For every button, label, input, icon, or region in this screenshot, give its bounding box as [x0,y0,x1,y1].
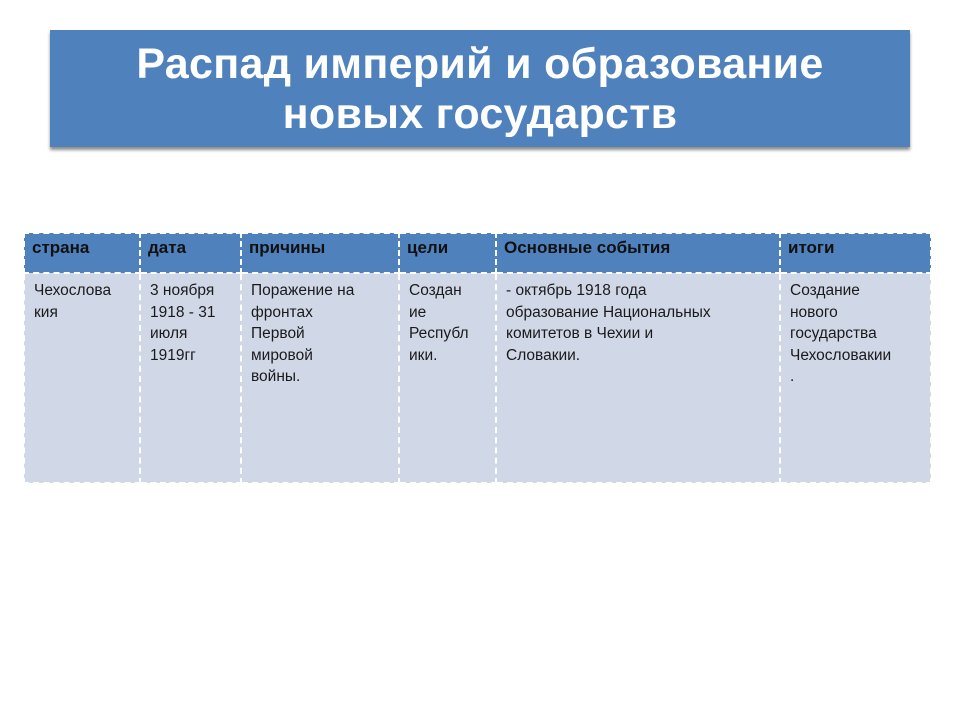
cell-results: Создание нового государства Чехословакии . [780,273,931,483]
cell-date: 3 ноября 1918 - 31 июля 1919гг [140,273,241,483]
cell-causes: Поражение на фронтах Первой мировой войны. [241,273,399,483]
slide-title-banner [50,30,910,147]
slide-title-line-2: новых государств [282,89,678,138]
header-goals: цели [399,233,496,273]
header-results: итоги [780,233,931,273]
cell-events: - октябрь 1918 года образование Национальных комитетов в Чехии и Словакии. [496,273,780,483]
table-header-row [24,233,931,273]
header-country: страна [24,233,140,273]
table-row [24,273,931,483]
header-date: дата [140,233,241,273]
header-events: Основные события [496,233,780,273]
cell-country: Чехослова кия [24,273,140,483]
header-causes: причины [241,233,399,273]
history-table [23,232,932,484]
slide-title-line-1: Распад империй и образование [136,39,824,88]
cell-goals: Создан ие Республ ики. [399,273,496,483]
